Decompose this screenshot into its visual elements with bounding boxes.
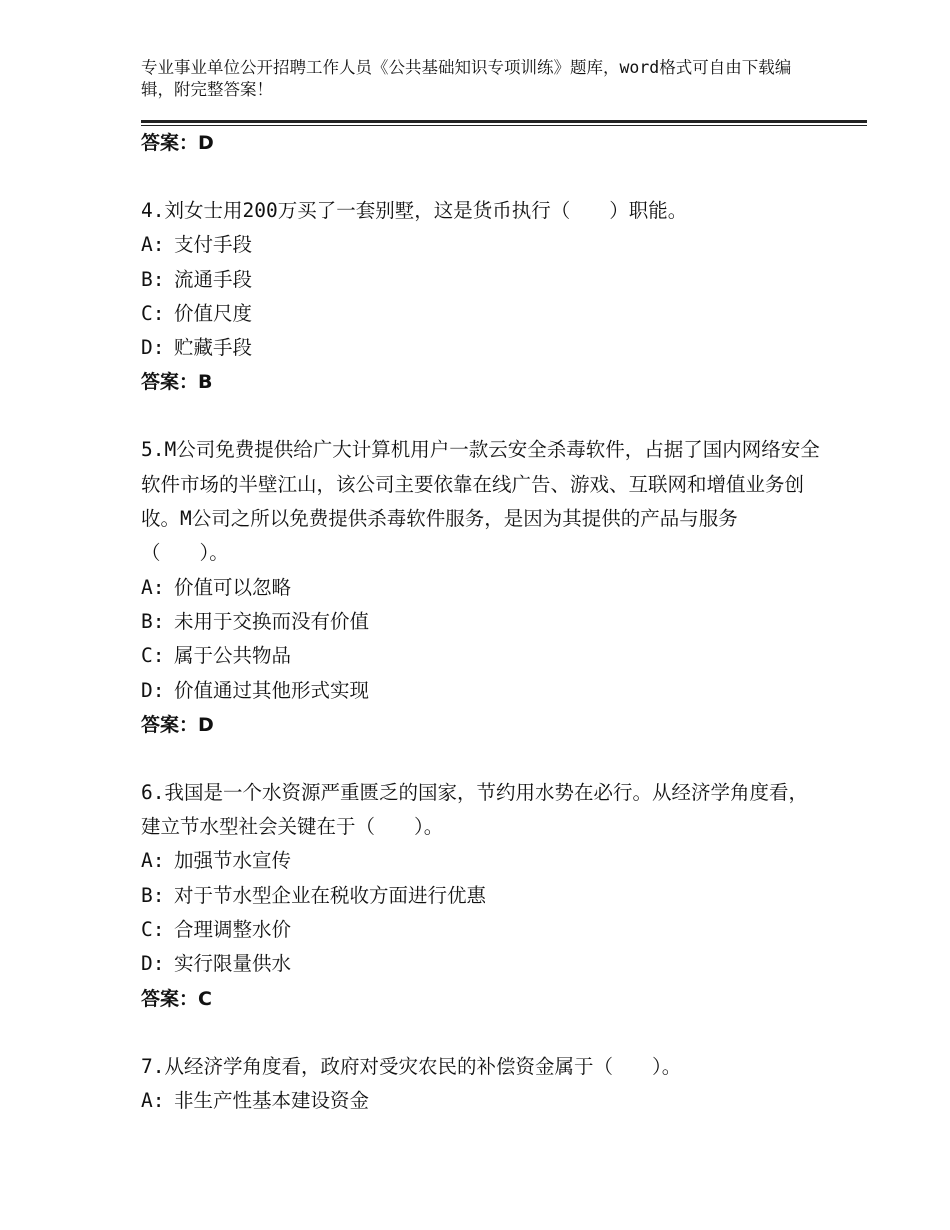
option-item	[141, 947, 821, 981]
option-text: 属于公共物品	[174, 644, 292, 668]
option-key: D:	[141, 952, 165, 976]
answer-line: 答案：D	[141, 713, 214, 736]
option-text: 价值尺度	[174, 301, 253, 325]
header-divider-thick	[141, 120, 867, 123]
option-key: A:	[141, 233, 165, 257]
option-text: 对于节水型企业在税收方面进行优惠	[174, 883, 487, 907]
option-item	[141, 605, 821, 639]
option-key: A:	[141, 575, 165, 599]
question-block	[141, 776, 821, 1016]
option-item	[141, 674, 821, 708]
option-item	[141, 639, 821, 673]
question-stem: 4.刘女士用200万买了一套别墅，这是货币执行（ ）职能。	[141, 199, 688, 222]
option-item	[141, 331, 821, 365]
option-key: B:	[141, 267, 165, 291]
option-text: 价值可以忽略	[174, 575, 292, 599]
question-block	[141, 433, 821, 741]
option-key: C:	[141, 918, 165, 942]
option-text: 实行限量供水	[174, 952, 292, 976]
option-text: 价值通过其他形式实现	[174, 678, 370, 702]
question-stem: 6.我国是一个水资源严重匮乏的国家，节约用水势在必行。从经济学角度看，建立节水型社会关键在于（ ）。	[141, 780, 808, 839]
answer-line: 答案：D	[141, 132, 214, 154]
option-item	[141, 263, 821, 297]
option-item	[141, 913, 821, 947]
option-text: 支付手段	[174, 233, 253, 257]
option-text: 流通手段	[174, 267, 253, 291]
option-key: B:	[141, 609, 165, 633]
option-text: 合理调整水价	[174, 918, 292, 942]
document-body	[141, 126, 821, 1118]
option-key: C:	[141, 644, 165, 668]
answer-line: 答案：C	[141, 987, 212, 1010]
option-key: A:	[141, 849, 165, 873]
option-text: 非生产性基本建设资金	[174, 1088, 370, 1112]
question-stem: 7.从经济学角度看，政府对受灾农民的补偿资金属于（ ）。	[141, 1054, 682, 1078]
page-header: 专业事业单位公开招聘工作人员《公共基础知识专项训练》题库，word格式可自由下载编辑，附完整答案！	[141, 58, 792, 99]
answer-line: 答案：B	[141, 371, 213, 394]
option-item	[141, 297, 821, 331]
option-text: 加强节水宣传	[174, 849, 292, 873]
option-text: 未用于交换而没有价值	[174, 609, 370, 633]
option-item	[141, 844, 821, 878]
option-text: 贮藏手段	[174, 336, 253, 360]
option-key: D:	[141, 336, 165, 360]
question-block	[141, 194, 821, 399]
option-key: A:	[141, 1088, 165, 1112]
option-key: C:	[141, 301, 165, 325]
option-item	[141, 1084, 821, 1118]
option-key: B:	[141, 883, 165, 907]
option-item	[141, 879, 821, 913]
option-item	[141, 228, 821, 262]
option-key: D:	[141, 678, 165, 702]
question-block	[141, 1050, 821, 1119]
question-stem: 5.M公司免费提供给广大计算机用户一款云安全杀毒软件，占据了国内网络安全软件市场的半壁江山，该公司主要依靠在线广告、游戏、互联网和增值业务创收。M公司之所以免费提供杀毒软件服务，是因为其提供的产品与服务（ ）。	[141, 438, 820, 565]
option-item	[141, 571, 821, 605]
